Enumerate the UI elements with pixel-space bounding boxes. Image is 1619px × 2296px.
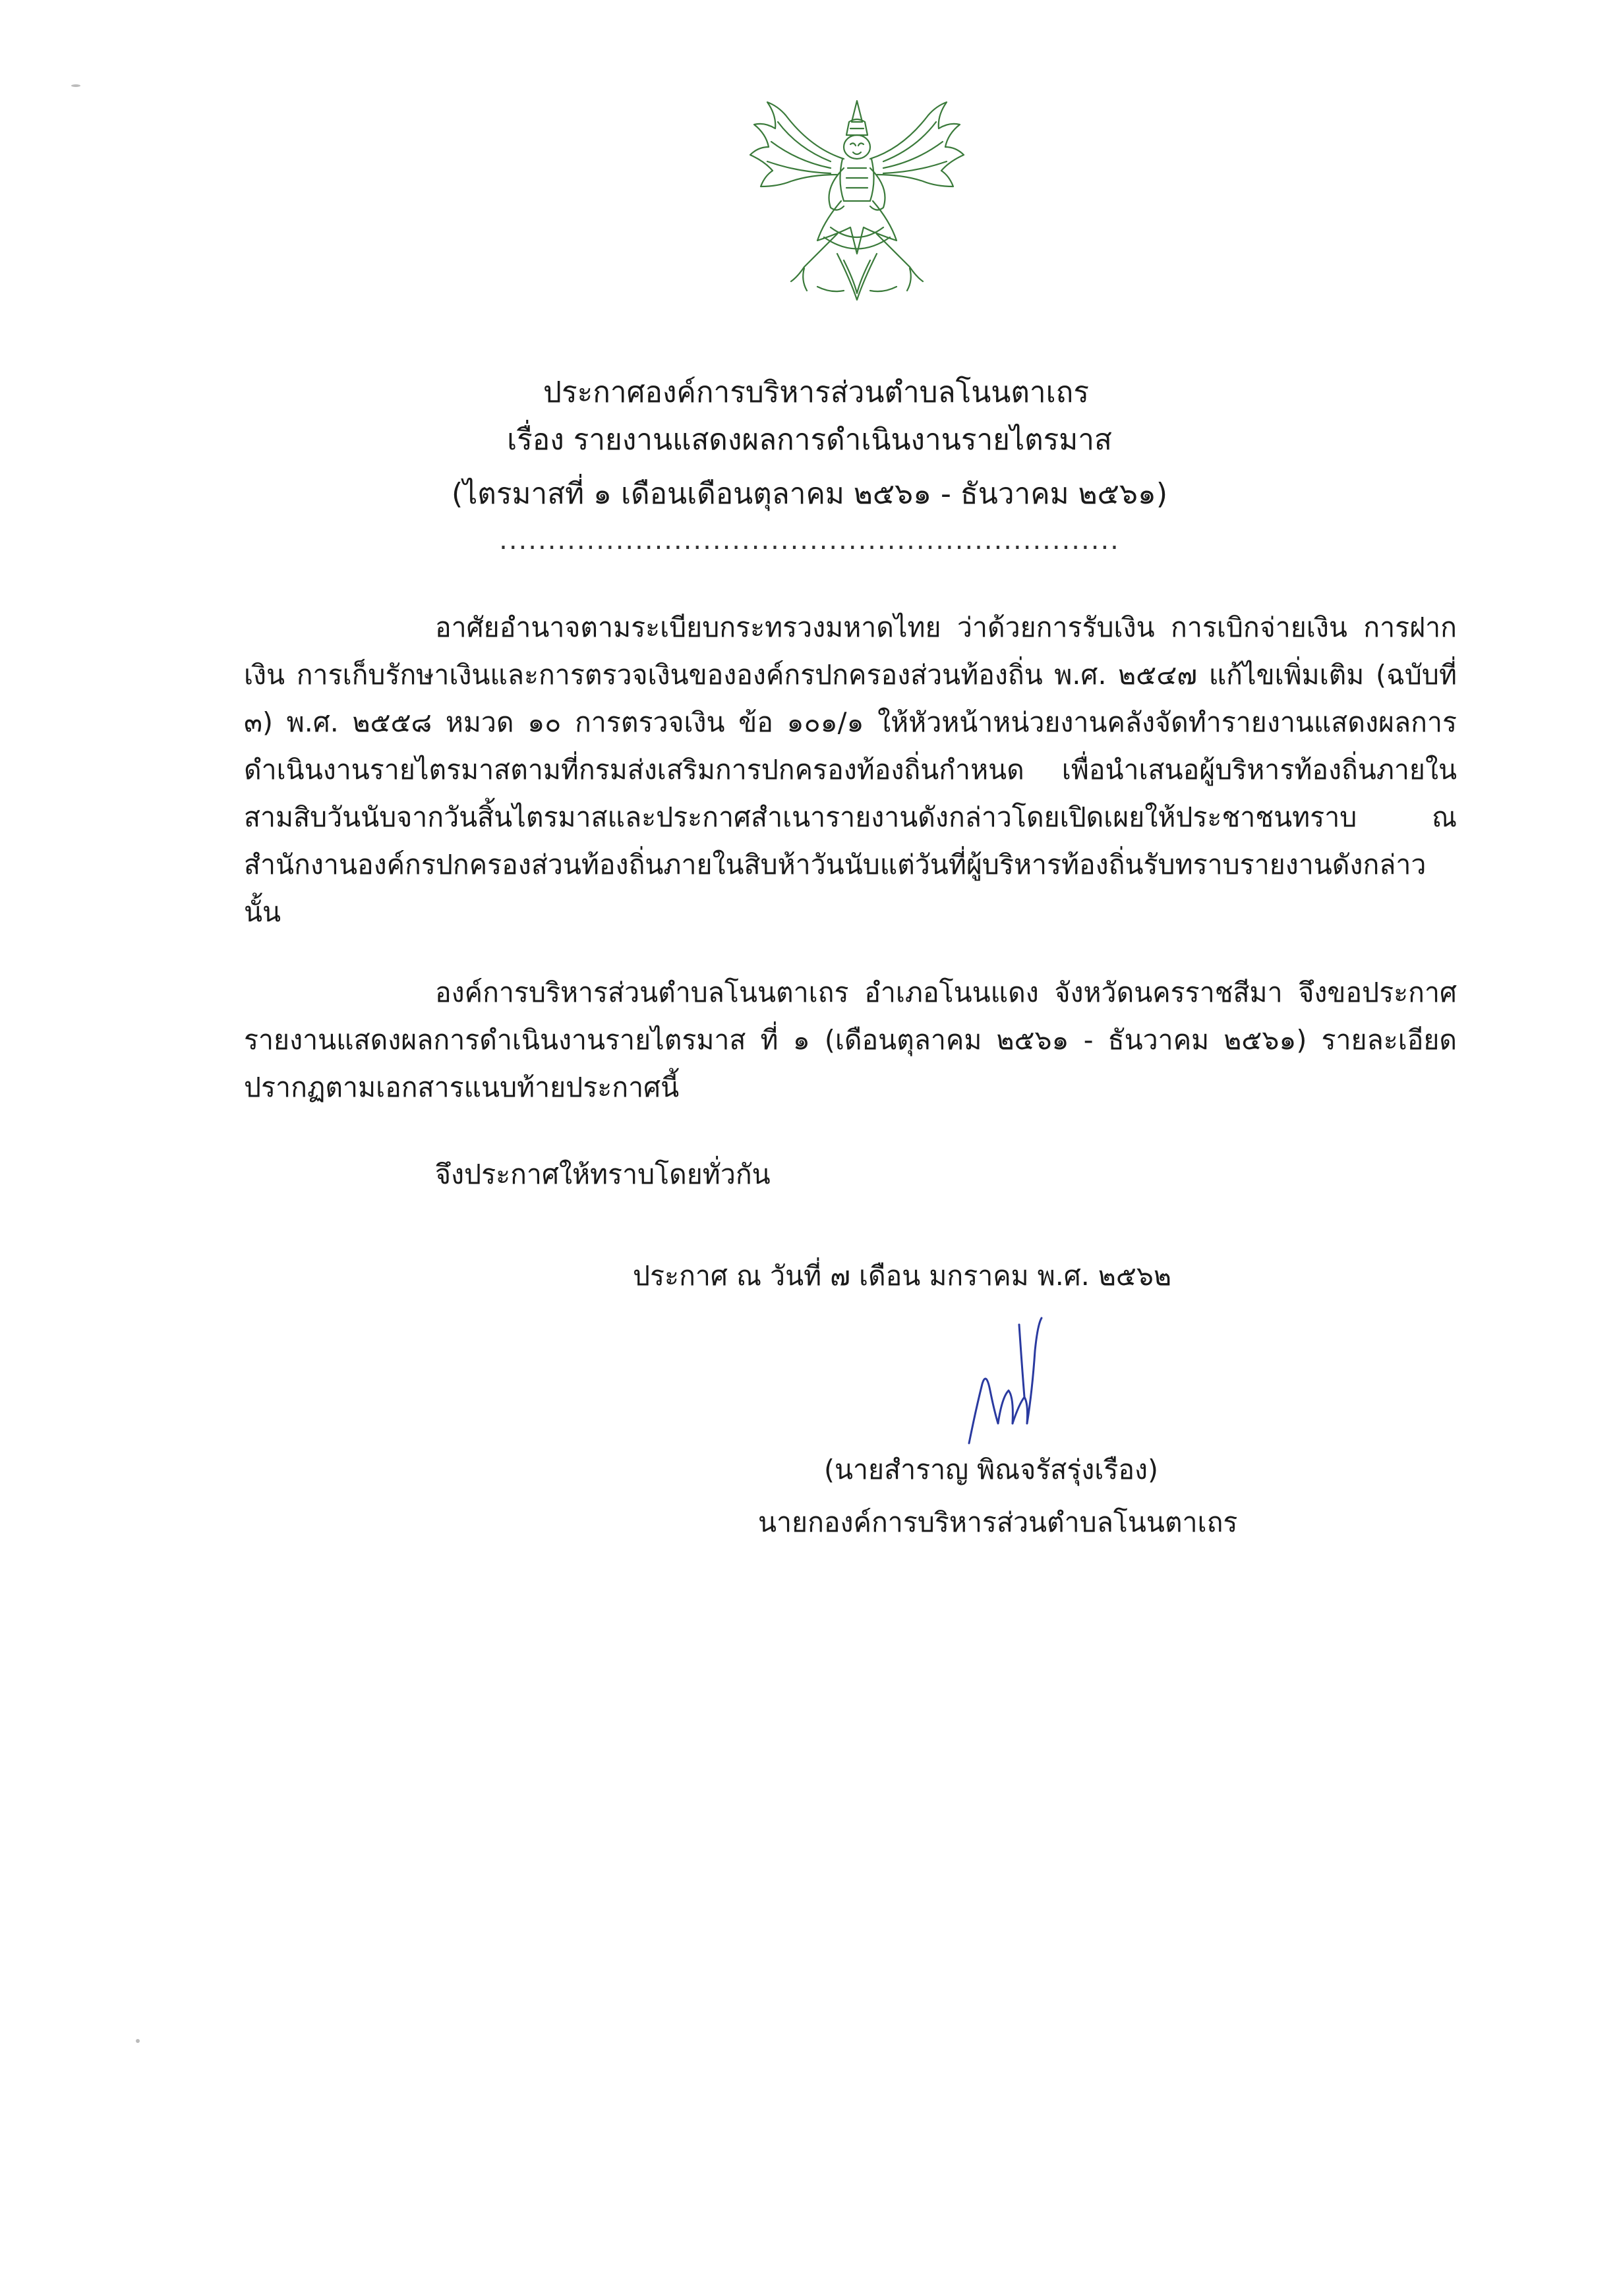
- scan-speck: [71, 84, 80, 87]
- body-paragraph-3: [435, 1151, 1424, 1198]
- announcement-date: ประกาศ ณ วันที่ ๗ เดือน มกราคม พ.ศ. ๒๕๖๒: [633, 1260, 1171, 1292]
- scan-speck: [136, 2039, 140, 2043]
- paragraph-2-text: องค์การบริหารส่วนตำบลโนนตาเถร อำเภอโนนแดง จังหวัดนครราชสีมา จึงขอประกาศรายงานแสดงผลการดำเนินงานรายไตรมาส ที่ ๑ (เดือนตุลาคม ๒๕๖๑ - ธันวาคม ๒๕๖๑) รายละเอียดปรากฏตามเอกสารแนบท้ายประกาศนี้: [244, 977, 1457, 1103]
- garuda-emblem-icon: [738, 96, 976, 306]
- subject-line: เรื่อง รายงานแสดงผลการดำเนินงานรายไตรมาส: [507, 423, 1112, 457]
- signer-title: นายกองค์การบริหารส่วนตำบลโนนตาเถร: [758, 1507, 1238, 1538]
- announcement-title: ประกาศองค์การบริหารส่วนตำบลโนนตาเถร: [543, 376, 1089, 409]
- body-paragraph-2: [244, 969, 1457, 1111]
- signer-name: (นายสำราญ พิณจรัสรุ่งเรือง): [824, 1454, 1158, 1485]
- paragraph-1-text: อาศัยอำนาจตามระเบียบกระทรวงมหาดไทย ว่าด้วยการรับเงิน การเบิกจ่ายเงิน การฝากเงิน การเก็บรักษาเงินและการตรวจเงินขององค์กรปกครองส่วนท้องถิ่น พ.ศ. ๒๕๔๗ แก้ไขเพิ่มเติม (ฉบับที่ ๓) พ.ศ. ๒๕๕๘ หมวด ๑๐ การตรวจเงิน ข้อ ๑๐๑/๑ ให้หัวหน้าหน่วยงานคลังจัดทำรายงานแสดงผลการดำเนินงานรายไตรมาสตามที่กรมส่งเสริมการปกครองท้องถิ่นกำหนด เพื่อนำเสนอผู้บริหารท้องถิ่นภายในสามสิบวันนับจากวันสิ้นไตรมาสและประกาศสำเนารายงานดังกล่าวโดยเปิดเผยให้ประชาชนทราบ ณ สำนักงานองค์กรปกครองส่วนท้องถิ่นภายในสิบห้าวันนับแต่วันที่ผู้บริหารท้องถิ่นรับทราบรายงานดังกล่าว นั้น: [244, 612, 1457, 928]
- paragraph-3-text: จึงประกาศให้ทราบโดยทั่วกัน: [435, 1159, 771, 1190]
- body-paragraph-1: [244, 604, 1457, 936]
- handwritten-signature: [956, 1311, 1068, 1450]
- quarter-period-line: (ไตรมาสที่ ๑ เดือนเดือนตุลาคม ๒๕๖๑ - ธันวาคม ๒๕๖๑): [452, 477, 1167, 511]
- separator-dots: ................................................................: [499, 527, 1120, 554]
